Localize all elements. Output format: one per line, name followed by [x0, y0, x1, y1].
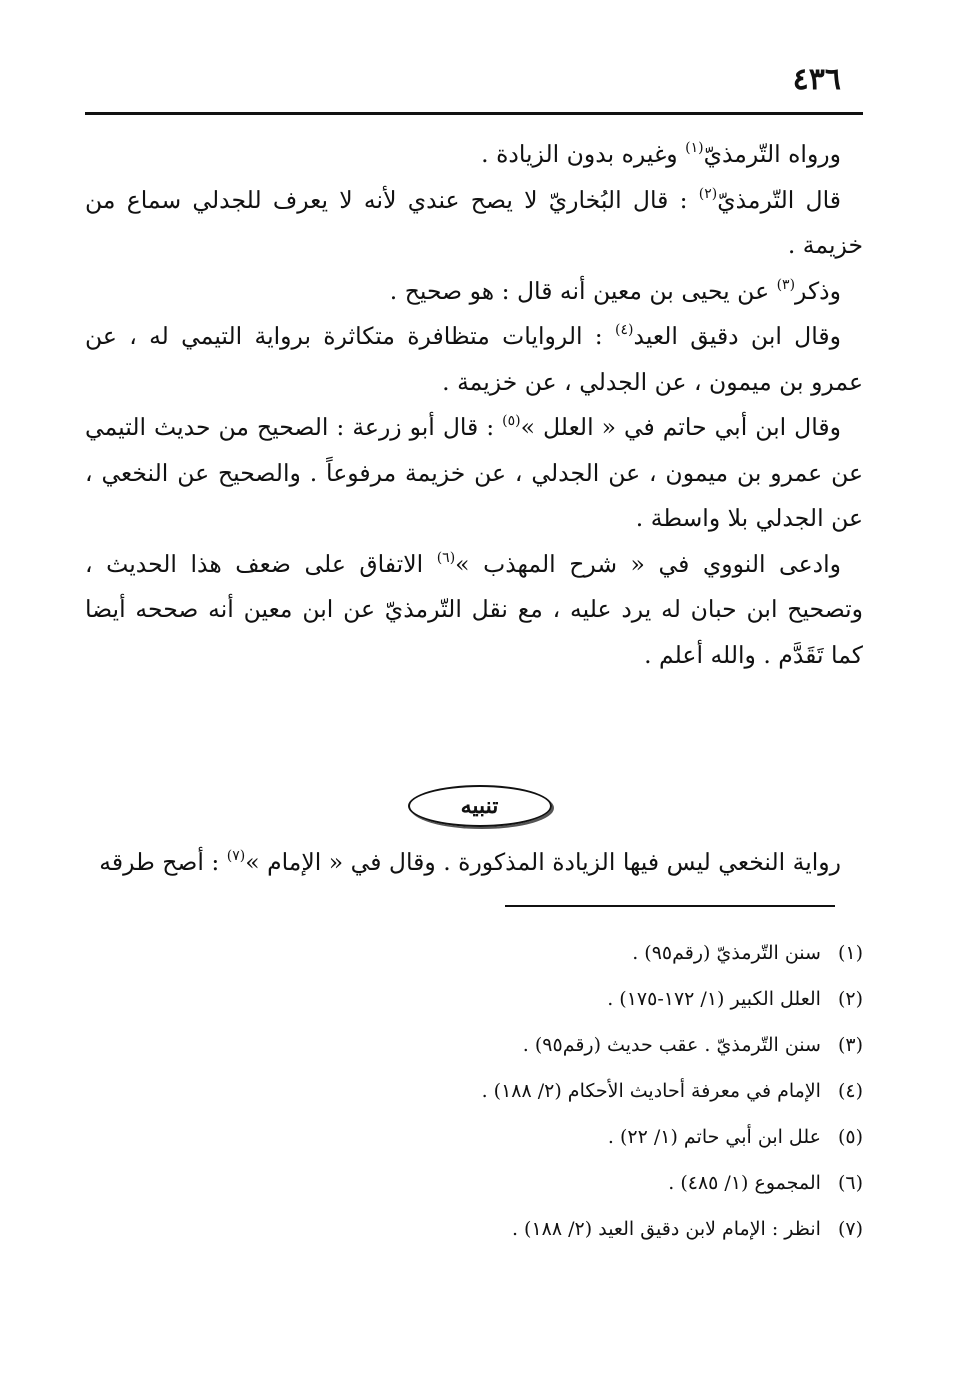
footnote-item: [163, 1160, 863, 1206]
post-heading-text: [85, 840, 863, 885]
footnote-text: سنن التّرمذيّ (رقم٩٥) .: [632, 942, 821, 964]
paragraph-text: ورواه التّرمذيّ: [703, 140, 841, 168]
paragraph-2: [85, 178, 863, 269]
footnote-text: سنن التّرمذيّ . عقب حديث (رقم٩٥) .: [522, 1034, 821, 1056]
heading-container: [0, 785, 959, 827]
footnote-separator: [505, 905, 835, 907]
footnote-number: (٦): [837, 1172, 863, 1194]
footnote-item: [163, 1206, 863, 1252]
footnote-ref-3[interactable]: (٣): [776, 276, 796, 293]
paragraph-5: [85, 405, 863, 542]
paragraph-text: : قال البُخاريّ لا يصح عندي لأنه لا يعرف للجدلي سماع من خزيمة .: [85, 185, 863, 259]
footnote-ref-2[interactable]: (٢): [698, 185, 718, 202]
paragraph-text: عن يحيى بن معين أنه قال : هو صحيح .: [389, 276, 777, 305]
paragraph-1: [85, 132, 863, 178]
paragraph-6: [85, 542, 863, 679]
page-number: ٤٣٦: [792, 62, 841, 97]
footnote-ref-4[interactable]: (٤): [615, 322, 634, 338]
paragraph-text: : الروايات متظافرة متكاثرة برواية التيمي له ، عن عمرو بن ميمون ، عن الجدلي ، عن خزيمة .: [85, 322, 863, 396]
header-rule: [85, 112, 863, 115]
footnote-number: (٣): [837, 1034, 863, 1056]
footnote-ref-1[interactable]: (١): [685, 140, 704, 156]
footnote-text: علل ابن أبي حاتم (١/ ٢٢) .: [607, 1126, 821, 1148]
paragraph-3: [85, 269, 863, 315]
paragraph-text: قال التّرمذيّ: [717, 185, 841, 214]
footnote-item: [163, 976, 863, 1022]
footnotes-list: [163, 930, 863, 1252]
footnote-number: (١): [837, 942, 863, 964]
footnote-text: المجموع (١/ ٤٨٥) .: [668, 1172, 821, 1194]
footnote-ref-6[interactable]: (٦): [436, 549, 456, 566]
footnote-item: [163, 1068, 863, 1114]
paragraph-text: وقال ابن أبي حاتم في « العلل »: [520, 413, 841, 441]
paragraph-text: الاتفاق على ضعف هذا الحديث ، وتصحيح ابن حبان له يرد عليه ، مع نقل التّرمذيّ عن ابن معين أنه صححه أيضا كما تَقَدَّم . والله أعلم .: [85, 549, 863, 669]
footnote-number: (٤): [837, 1080, 863, 1102]
section-heading: تنبيه: [408, 785, 552, 827]
paragraph-text: : أصح طرقه: [99, 848, 227, 876]
paragraph-text: وذكر: [795, 276, 841, 305]
footnote-item: [163, 1022, 863, 1068]
footnote-number: (٥): [837, 1126, 863, 1148]
footnote-number: (٧): [837, 1218, 863, 1240]
paragraph-text: وغيره بدون الزيادة .: [481, 140, 686, 168]
footnote-ref-7[interactable]: (٧): [226, 848, 246, 864]
footnote-ref-5[interactable]: (٥): [502, 413, 521, 429]
footnote-text: انظر : الإمام لابن دقيق العيد (٢/ ١٨٨) .: [511, 1218, 821, 1240]
paragraph-text: وادعى النووي في « شرح المهذب »: [455, 549, 842, 578]
paragraph-7: [85, 840, 863, 885]
paragraph-4: [85, 314, 863, 405]
footnote-text: العلل الكبير (١/ ١٧٢-١٧٥) .: [607, 988, 821, 1010]
footnote-number: (٢): [837, 988, 863, 1010]
footnote-item: [163, 1114, 863, 1160]
paragraph-text: وقال ابن دقيق العيد: [633, 322, 842, 350]
paragraph-text: : قال أبو زرعة : الصحيح من حديث التيمي عن عمرو بن ميمون ، عن الجدلي ، عن خزيمة مرفوعاً . والصحيح عن النخعي ، عن الجدلي بلا واسطة .: [85, 413, 863, 532]
footnote-item: [163, 930, 863, 976]
main-text: [85, 132, 863, 678]
footnote-text: الإمام في معرفة أحاديث الأحكام (٢/ ١٨٨) .: [481, 1080, 821, 1102]
paragraph-text: رواية النخعي ليس فيها الزيادة المذكورة . وقال في « الإمام »: [245, 848, 841, 876]
